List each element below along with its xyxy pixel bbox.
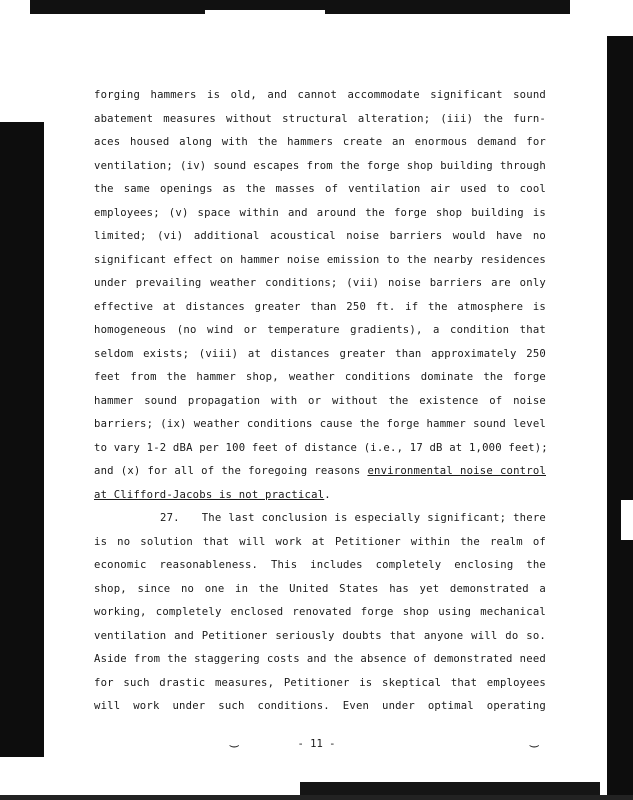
body-text: The last conclusion is especially significant; there <box>201 512 546 524</box>
scan-border-bottom-thin <box>0 795 633 800</box>
body-line: abatement measures without structural alteration; (iii) the furn- <box>94 112 546 125</box>
body-line: aces housed along with the hammers create an enormous demand for <box>94 136 546 148</box>
scan-border-left <box>0 122 44 757</box>
body-line: significant effect on hammer noise emission to the nearby residences <box>94 253 546 266</box>
body-text: and (x) for all of the foregoing reasons <box>94 465 368 477</box>
body-line: under prevailing weather conditions; (vii) noise barriers are only <box>94 277 546 289</box>
underlined-text: at Clifford-Jacobs is not practical <box>94 488 325 501</box>
body-line: the same openings as the masses of ventilation air used to cool <box>94 183 546 195</box>
body-line: economic reasonableness. This includes completely enclosing the <box>94 559 546 571</box>
body-line: ventilation; (iv) sound escapes from the forge shop building through <box>94 159 546 172</box>
body-line: homogeneous (no wind or temperature gradients), a condition that <box>94 324 546 336</box>
body-line: for such drastic measures, Petitioner is skeptical that employees <box>94 676 546 689</box>
body-line: is no solution that will work at Petitioner within the realm of <box>94 535 546 548</box>
body-text: . <box>324 488 331 501</box>
page-number: - 11 - <box>297 738 336 750</box>
body-line: employees; (v) space within and around the forge shop building is <box>94 206 546 219</box>
body-line: limited; (vi) additional acoustical noise barriers would have no <box>94 230 546 242</box>
body-line: ventilation and Petitioner seriously doubts that anyone will do so. <box>94 629 546 642</box>
body-line: hammer sound propagation with or without the existence of noise <box>94 394 546 407</box>
body-line: shop, since no one in the United States has yet demonstrated a <box>94 582 546 595</box>
handwritten-mark: ‿ <box>530 732 539 748</box>
paragraph-number: 27. <box>160 512 180 524</box>
body-line: forging hammers is old, and cannot accommodate significant sound <box>94 89 546 101</box>
body-line-with-underline <box>94 460 546 484</box>
scan-border-right <box>607 36 633 800</box>
body-line: to vary 1-2 dBA per 100 feet of distance (i.e., 17 dB at 1,000 feet); <box>94 441 548 454</box>
body-line-with-underline <box>94 484 546 508</box>
paragraph-27-first-line <box>94 507 546 531</box>
underlined-text: environmental noise control <box>367 465 546 477</box>
body-line: seldom exists; (viii) at distances greater than approximately 250 <box>94 347 546 360</box>
body-line: working, completely enclosed renovated forge shop using mechanical <box>94 606 546 618</box>
body-line: effective at distances greater than 250 ft. if the atmosphere is <box>94 300 546 313</box>
body-line: will work under such conditions. Even under optimal operating <box>94 700 546 712</box>
body-line: barriers; (ix) weather conditions cause the forge hammer sound level <box>94 418 546 430</box>
scan-border-right-notch <box>621 500 633 540</box>
body-line: feet from the hammer shop, weather conditions dominate the forge <box>94 371 546 383</box>
body-line: Aside from the staggering costs and the absence of demonstrated need <box>94 653 546 665</box>
scan-border-top-gap <box>205 10 325 18</box>
handwritten-mark: ‿ <box>230 732 239 748</box>
document-page <box>94 84 546 719</box>
